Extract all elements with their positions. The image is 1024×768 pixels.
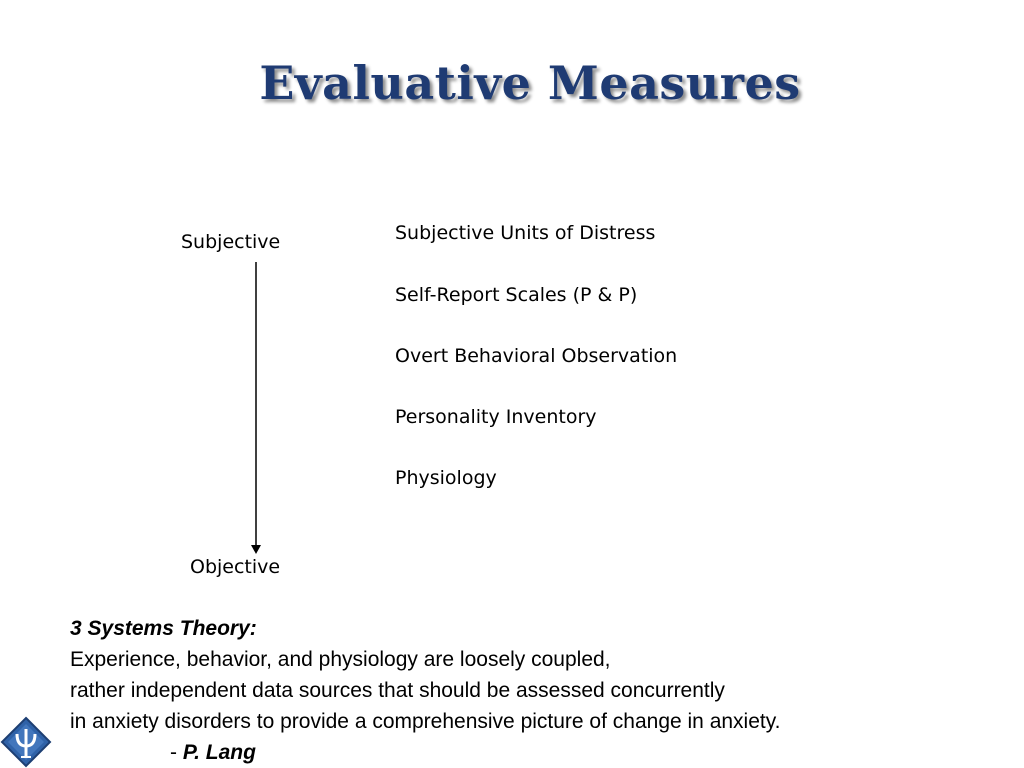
measure-item: Overt Behavioral Observation	[395, 345, 678, 367]
axis-top-label: Subjective	[181, 231, 281, 253]
theory-line: in anxiety disorders to provide a comprehensive picture of change in anxiety.	[70, 710, 781, 733]
axis-bottom-label: Objective	[190, 556, 281, 578]
theory-line: Experience, behavior, and physiology are loosely coupled,	[70, 648, 611, 671]
theory-line: rather independent data sources that should be assessed concurrently	[70, 679, 725, 702]
theory-attribution	[70, 737, 781, 768]
attribution-dash: -	[170, 741, 183, 764]
theory-quote	[70, 613, 781, 768]
subjective-objective-arrow	[246, 262, 266, 556]
arrow-head	[251, 545, 261, 554]
measure-item: Subjective Units of Distress	[395, 222, 656, 244]
theory-heading: 3 Systems Theory:	[70, 617, 257, 640]
attribution-author: P. Lang	[182, 741, 256, 764]
psi-logo-icon	[0, 716, 52, 768]
slide-title: Evaluative Measures	[259, 56, 801, 110]
measure-item: Self-Report Scales (P & P)	[395, 284, 638, 306]
measure-item: Physiology	[395, 467, 497, 489]
measure-item: Personality Inventory	[395, 406, 597, 428]
